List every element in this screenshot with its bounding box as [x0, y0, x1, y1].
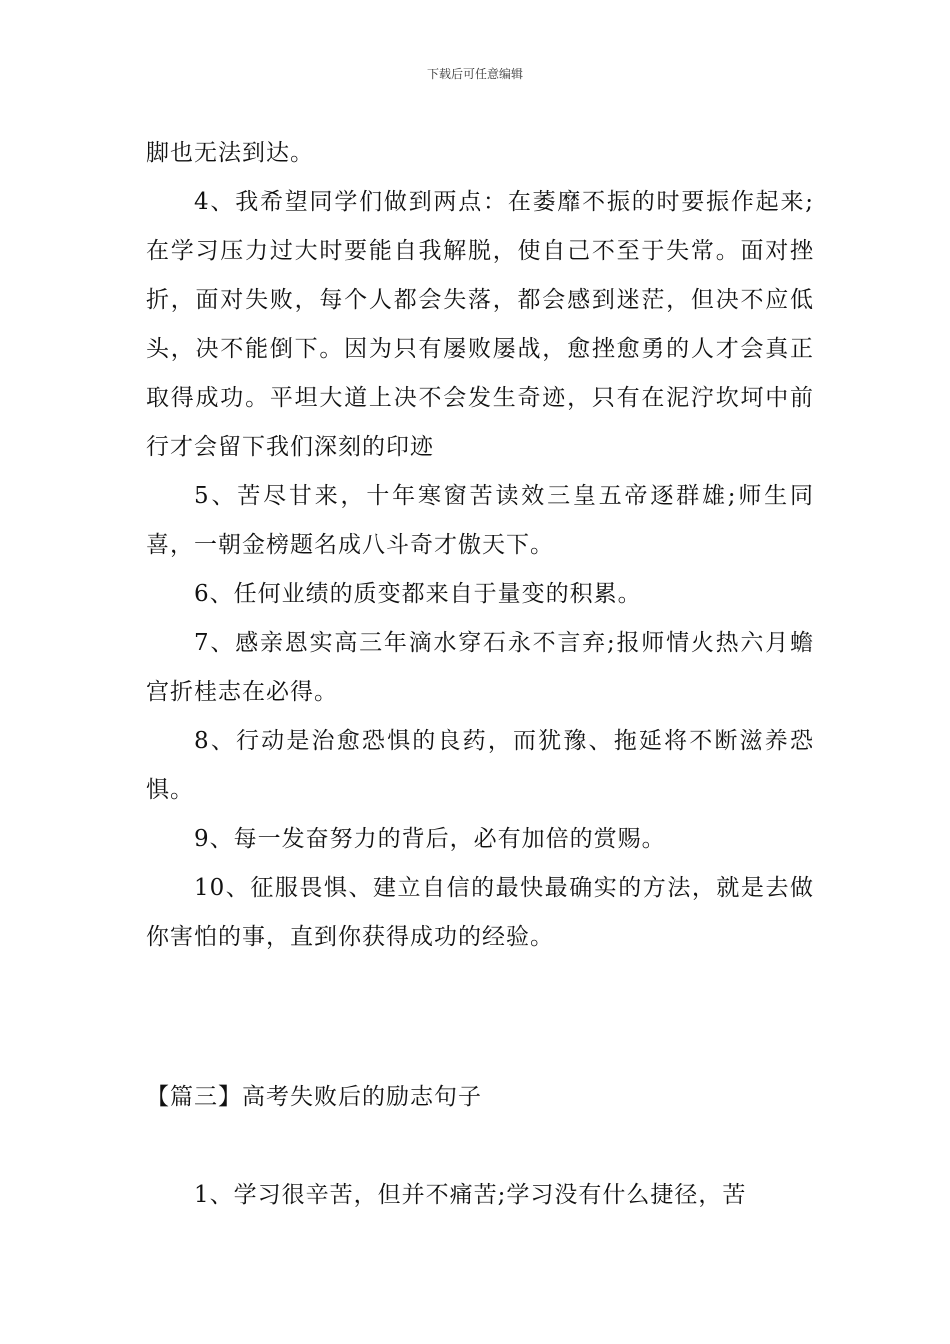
- list-item-6: 6、任何业绩的质变都来自于量变的积累。: [194, 581, 642, 607]
- section-list-item-1: 1、学习很辛苦，但并不痛苦;学习没有什么捷径，苦: [194, 1182, 747, 1208]
- list-item-8: 8、行动是治愈恐惧的良药，而犹豫、拖延将不断滋养恐惧。: [146, 728, 814, 803]
- list-item-7: 7、感亲恩实高三年滴水穿石永不言弃;报师情火热六月蟾宫折桂志在必得。: [146, 630, 814, 705]
- list-item-5: 5、苦尽甘来，十年寒窗苦读效三皇五帝逐群雄;师生同喜，一朝金榜题名成八斗奇才傲天下。: [146, 483, 814, 558]
- document-body: [146, 129, 814, 962]
- list-item-4: 4、我希望同学们做到两点：在萎靡不振的时要振作起来;在学习压力过大时要能自我解脱，使自己不至于失常。面对挫折，面对失败，每个人都会失落，都会感到迷茫，但决不应低头，决不能倒下。因为只有屡败屡战，愈挫愈勇的人才会真正取得成功。平坦大道上决不会发生奇迹，只有在泥泞坎坷中前行才会留下我们深刻的印迹: [146, 189, 814, 460]
- page-header: 下载后可任意编辑: [426, 67, 523, 81]
- section-heading: 【篇三】高考失败后的励志句子: [146, 1084, 482, 1110]
- list-item-10: 10、征服畏惧、建立自信的最快最确实的方法，就是去做你害怕的事，直到你获得成功的经验。: [146, 875, 814, 950]
- paragraph-continuation: 脚也无法到达。: [146, 140, 314, 166]
- list-item-9: 9、每一发奋努力的背后，必有加倍的赏赐。: [194, 826, 666, 852]
